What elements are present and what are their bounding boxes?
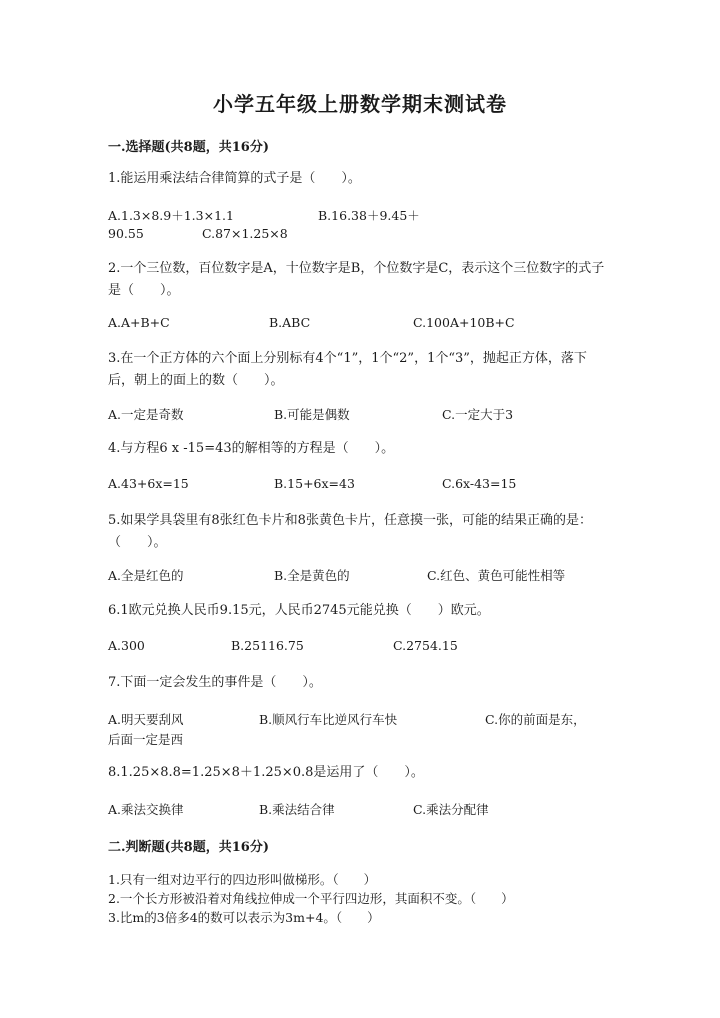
option-a: A.A+B+C — [108, 315, 170, 330]
question-4-options — [108, 476, 628, 496]
question-8-options — [108, 800, 628, 820]
option-c: C.红色、黄色可能性相等 — [427, 568, 566, 583]
option-b: B.乘法结合律 — [259, 802, 335, 817]
option-b: B.15+6x=43 — [274, 476, 355, 491]
option-a: A.1.3×8.9＋1.3×1.1 — [108, 208, 234, 223]
option-b: B.全是黄色的 — [274, 568, 350, 583]
option-c: C.乘法分配律 — [413, 802, 489, 817]
option-c: C.87×1.25×8 — [202, 226, 288, 241]
option-b: B.可能是偶数 — [274, 407, 350, 422]
option-a: A.全是红色的 — [108, 568, 184, 583]
question-8: 8.1.25×8.8=1.25×8＋1.25×0.8是运用了（ ）。 — [108, 765, 424, 780]
section-heading-choice: 一.选择题(共8题，共16分) — [108, 140, 269, 155]
option-c-continued: 后面一定是西 — [108, 732, 184, 747]
question-2-options — [108, 315, 628, 335]
section-heading-judgement: 二.判断题(共8题，共16分) — [108, 840, 269, 855]
judgement-item-1: 1.只有一组对边平行的四边形叫做梯形。（ ） — [108, 872, 377, 887]
question-6: 6.1欧元兑换人民币9.15元，人民币2745元能兑换（ ）欧元。 — [108, 603, 490, 618]
option-b-continued: 90.55 — [108, 226, 144, 241]
question-4: 4.与方程6 x -15=43的解相等的方程是（ ）。 — [108, 441, 395, 456]
question-6-options — [108, 638, 628, 658]
option-a: A.明天要刮风 — [108, 712, 184, 727]
question-7: 7.下面一定会发生的事件是（ ）。 — [108, 675, 322, 690]
judgement-item-3: 3.比m的3倍多4的数可以表示为3m+4。（ ） — [108, 910, 380, 925]
question-1-options-wrap — [108, 226, 628, 246]
question-5-options — [108, 566, 628, 586]
option-a: A.乘法交换律 — [108, 802, 184, 817]
question-7-options-wrap — [108, 730, 628, 750]
question-7-options — [108, 710, 628, 730]
question-2: 2.一个三位数，百位数字是A，十位数字是B，个位数字是C，表示这个三位数字的式子是（ ）。 — [108, 261, 605, 298]
option-c: C.2754.15 — [393, 638, 458, 653]
option-c: C.你的前面是东， — [485, 712, 586, 727]
question-1-options — [108, 206, 628, 226]
option-b: B.ABC — [269, 315, 311, 330]
option-c: C.6x-43=15 — [442, 476, 517, 491]
option-a: A.一定是奇数 — [108, 407, 184, 422]
option-a: A.300 — [108, 638, 145, 653]
option-c: C.一定大于3 — [442, 407, 514, 422]
question-3-options — [108, 405, 628, 425]
page-title: 小学五年级上册数学期末测试卷 — [213, 92, 507, 116]
option-c: C.100A+10B+C — [413, 315, 515, 330]
question-3: 3.在一个正方体的六个面上分别标有4个“1”，1个“2”，1个“3”，抛起正方体，落下后，朝上的面上的数（ ）。 — [108, 351, 587, 388]
option-b: B.16.38＋9.45＋ — [318, 208, 420, 223]
question-1: 1.能运用乘法结合律简算的式子是（ ）。 — [108, 171, 361, 186]
judgement-item-2: 2.一个长方形被沿着对角线拉伸成一个平行四边形，其面积不变。（ ） — [108, 891, 514, 906]
question-5: 5.如果学具袋里有8张红色卡片和8张黄色卡片，任意摸一张，可能的结果正确的是：（ ）。 — [108, 513, 592, 550]
option-a: A.43+6x=15 — [108, 476, 189, 491]
option-b: B.顺风行车比逆风行车快 — [259, 712, 398, 727]
option-b: B.25116.75 — [231, 638, 304, 653]
